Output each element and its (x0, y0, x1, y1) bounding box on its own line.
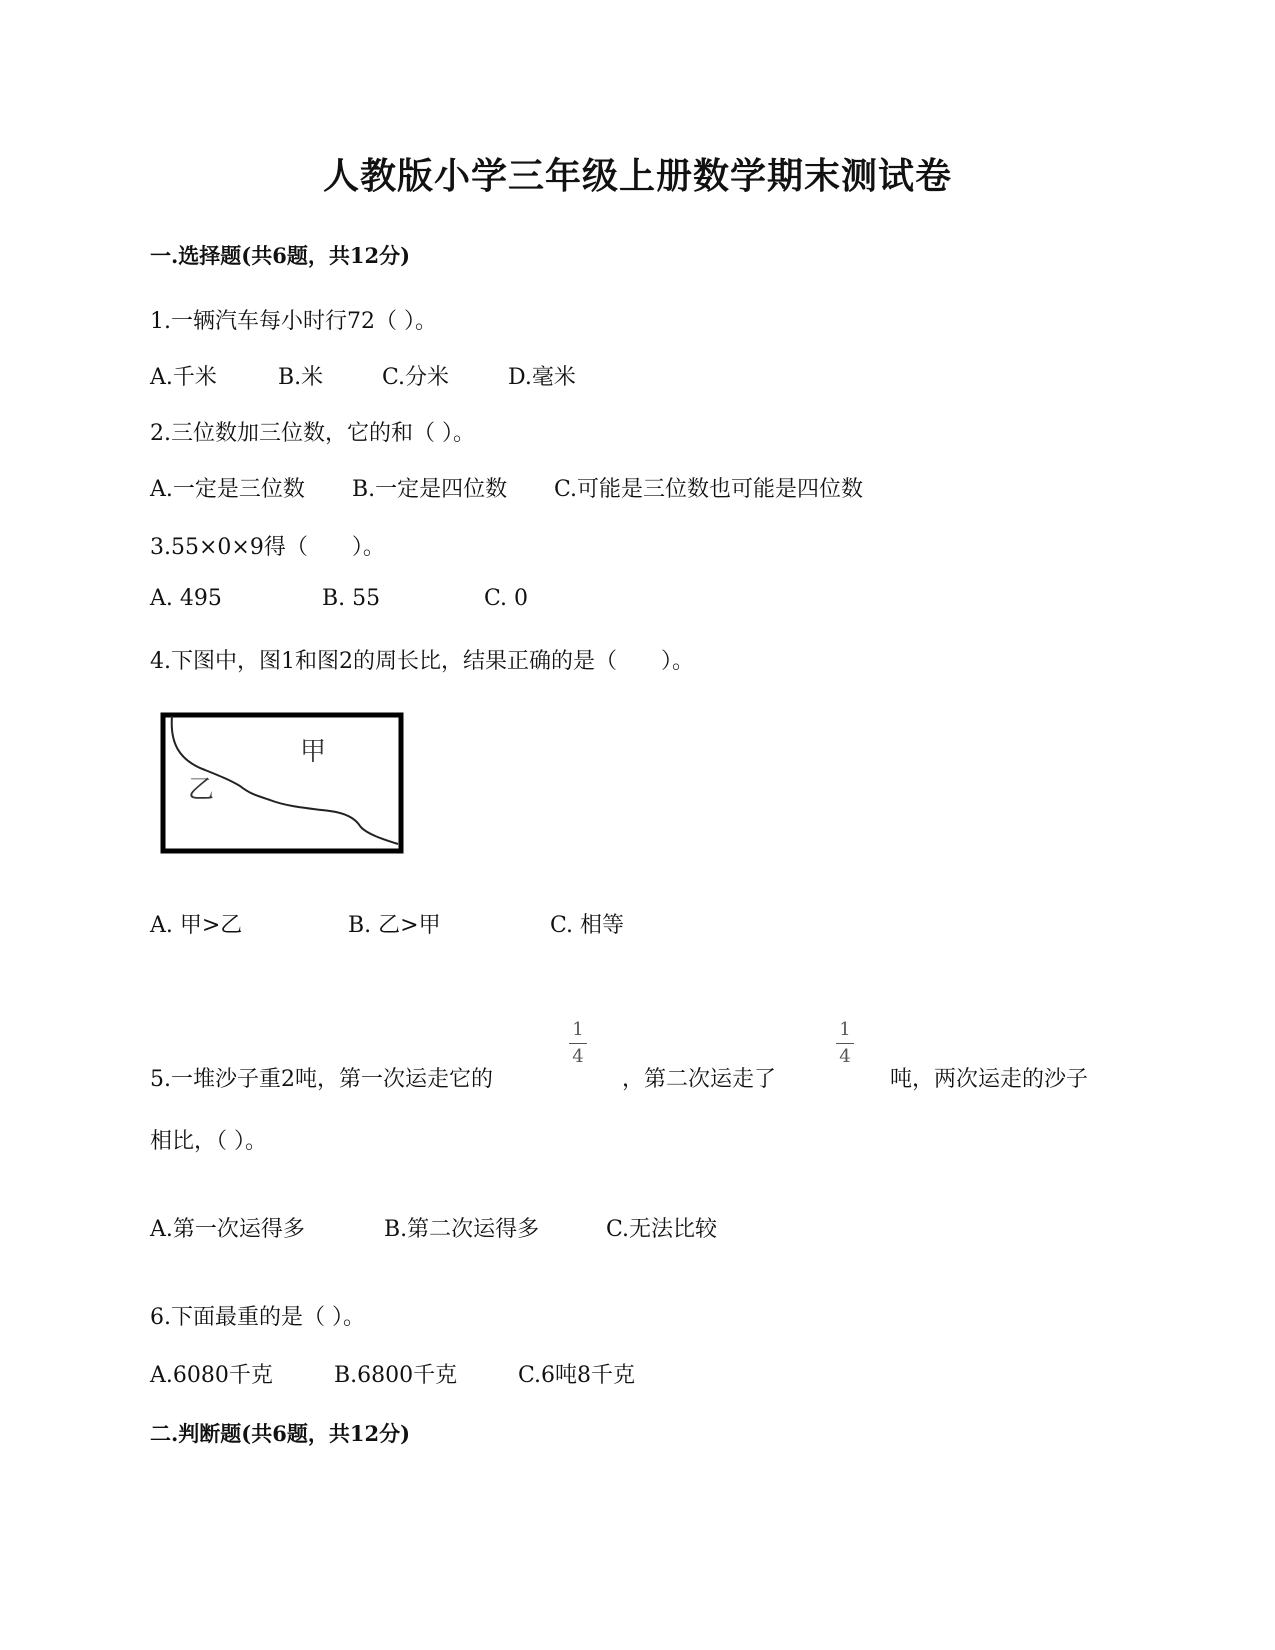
q2-option-c: C.可能是三位数也可能是四位数 (554, 477, 864, 502)
q1-option-a: A.千米 (150, 365, 217, 390)
q1-option-c: C.分米 (382, 365, 450, 390)
fraction-2-numerator: 1 (839, 1019, 851, 1040)
q3-option-b: B. 55 (322, 586, 381, 611)
question-5-part2: ，第二次运走了 (622, 1067, 777, 1092)
region-label-yi: 乙 (188, 775, 215, 805)
question-3: 3.55×0×9得（ ）。 (150, 535, 385, 560)
q2-option-b: B.一定是四位数 (352, 477, 508, 502)
q3-option-a: A. 495 (150, 586, 222, 611)
fraction-one-quarter-1 (563, 1020, 593, 1067)
question-6: 6.下面最重的是（ ）。 (150, 1305, 365, 1330)
page-title: 人教版小学三年级上册数学期末测试卷 (322, 155, 952, 197)
rectangle-figure-svg (160, 712, 406, 858)
fraction-1-denominator: 4 (572, 1046, 584, 1067)
section-heading-choice: 一.选择题(共6题，共12分) (150, 243, 411, 268)
fraction-2-denominator: 4 (839, 1046, 851, 1067)
fraction-1-bar (569, 1043, 587, 1044)
q3-option-c: C. 0 (484, 586, 529, 611)
q6-option-a: A.6080千克 (150, 1363, 273, 1388)
q5-option-b: B.第二次运得多 (384, 1217, 540, 1242)
fraction-one-quarter-2 (830, 1020, 860, 1067)
question-2: 2.三位数加三位数，它的和（ ）。 (150, 421, 475, 446)
region-label-jia: 甲 (300, 737, 327, 767)
q1-option-b: B.米 (278, 365, 324, 390)
question-1: 1.一辆汽车每小时行72（ ）。 (150, 309, 437, 334)
perimeter-figure (160, 712, 406, 862)
q6-option-b: B.6800千克 (334, 1363, 458, 1388)
question-5-line2: 相比，（ ）。 (150, 1129, 267, 1154)
q1-option-d: D.毫米 (508, 365, 576, 390)
q5-option-a: A.第一次运得多 (150, 1217, 305, 1242)
question-5-part1: 5.一堆沙子重2吨，第一次运走它的 (150, 1067, 493, 1092)
question-5-part3: 吨，两次运走的沙子 (890, 1067, 1089, 1092)
question-4: 4.下图中，图1和图2的周长比，结果正确的是（ ）。 (150, 649, 694, 674)
fraction-2-bar (836, 1043, 854, 1044)
q5-option-c: C.无法比较 (606, 1217, 718, 1242)
fraction-1-numerator: 1 (572, 1019, 584, 1040)
q4-option-a: A. 甲>乙 (150, 913, 243, 938)
section-heading-judgement: 二.判断题(共6题，共12分) (150, 1421, 411, 1446)
q2-option-a: A.一定是三位数 (150, 477, 305, 502)
q4-option-c: C. 相等 (550, 913, 625, 938)
q6-option-c: C.6吨8千克 (518, 1363, 636, 1388)
q4-option-b: B. 乙>甲 (348, 913, 441, 938)
